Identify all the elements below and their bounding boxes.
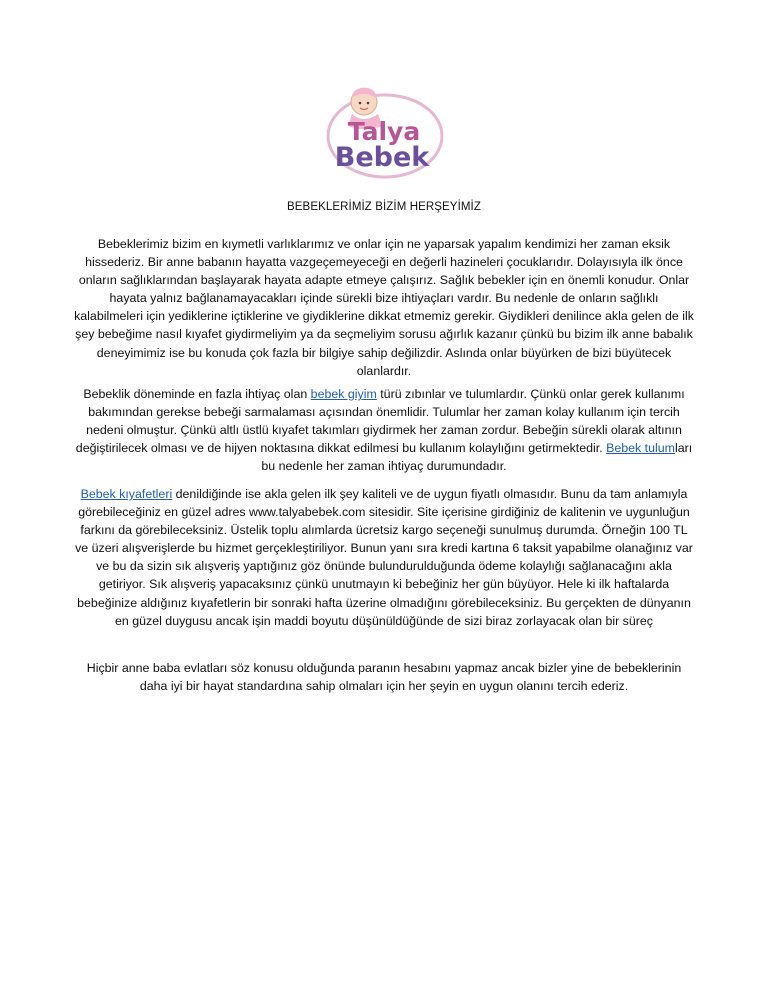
document-title: BEBEKLERİMİZ BİZİM HERŞEYİMİZ — [287, 201, 481, 213]
bebek-giyim-link[interactable]: bebek giyim — [310, 387, 377, 401]
paragraph-2-text-b: türü zıbınlar ve tulumlardır. Çünkü onlar gerek kullanımı bakımından gerekse bebeği sarmalaması açısından önemlidir. Tulumlar her zaman kolay kullanım için tercih nedeni olmuştur. Çünkü altlı üstlü kıyafet takımları giydirmek her zaman zordur. Bebeğin sürekli olarak altının değiştirilecek olması ve de hijyen noktasına dikkat edilmesi bu kullanım kolaylığını getirmektedir. — [75, 387, 685, 456]
talya-bebek-logo — [324, 82, 446, 182]
logo-line2: Bebek — [334, 142, 430, 173]
paragraph-3-text: denildiğinde ise akla gelen ilk şey kaliteli ve de uygun fiyatlı olmasıdır. Bunu da tam anlamıyla görebileceğiniz en güzel adres www.talyabebek.com sitesidir. Site içerisine girdiğiniz de kalitenin ve uygunluğun farkını da görebileceksiniz. Üstelik toplu alımlarda ücretsiz kargo seçeneği sunulmuş durumda. Örneğin 100 TL ve üzeri alışverişlerde bu hizmet gerçekleştiriliyor. Bunun yanı sıra kredi kartına 6 taksit yapabilme olanağınız var ve bu da sizin sık alışveriş yaptığınız göz önünde bulundurulduğunda ödeme kolaylığı sağlanacağını akla getiriyor. Sık alışveriş yapacaksınız çünkü unutmayın ki bebeğiniz her gün büyüyor. Hele ki ilk haftalarda bebeğinize aldığınız kıyafetlerin bir sonraki hafta üzerine olmadığını görebileceksiniz. Bu gerçekten de dünyanın en güzel duygusu ancak işin maddi boyutu düşünüldüğünde de sizi biraz zorlayacak olan bir süreç — [75, 487, 693, 628]
paragraph-3 — [74, 485, 694, 630]
logo-line1: Talya — [347, 117, 421, 146]
paragraph-2-text-c: ları bu nedenle her zaman ihtiyaç durumundadır. — [261, 441, 693, 474]
paragraph-4: Hiçbir anne baba evlatları söz konusu olduğunda paranın hesabını yapmaz ancak bizler yine de bebeklerinin daha iyi bir hayat standardına sahip olmaları için her şeyin en uygun olanını tercih ederiz. — [86, 661, 682, 694]
bebek-kiyafetleri-link[interactable]: Bebek kıyafetleri — [80, 487, 173, 501]
paragraph-1: Bebeklerimiz bizim en kıymetli varlıklarımız ve onlar için ne yaparsak yapalım kendimizi her zaman eksik hissederiz. Bir anne babanın hayatta vazgeçemeyeceği en değerli hazineleri çocuklarıdır. Dolayısıyla ilk önce onların sağlıklarından başlayarak hayata adapte etmeye çalışırız. Sağlık bebekler için en önemli konudur. Onlar hayata yalnız bağlanamayacakları içinde sürekli bize ihtiyaçları vardır. Bu nedenle de onların sağlıklı kalabilmeleri için yediklerine içtiklerine ve giydiklerine dikkat etmemiz gerekir. Giydikleri denilince akla gelen de ilk şey bebeğime nasıl kıyafet giydirmeliyim ya da seçmeliyim sorusu ağırlık kazanır çünkü bu bizim ilk anne babalık deneyimimiz ise bu konuda çok fazla bir bilgiye sahip değilizdir. Aslında onlar büyürken de bizi büyütecek olanlardır. — [74, 237, 694, 378]
paragraph-2 — [74, 385, 694, 475]
bebek-tulum-link[interactable]: Bebek tulum — [606, 441, 675, 456]
paragraph-2-text-a: Bebeklik döneminde en fazla ihtiyaç olan — [83, 387, 311, 401]
